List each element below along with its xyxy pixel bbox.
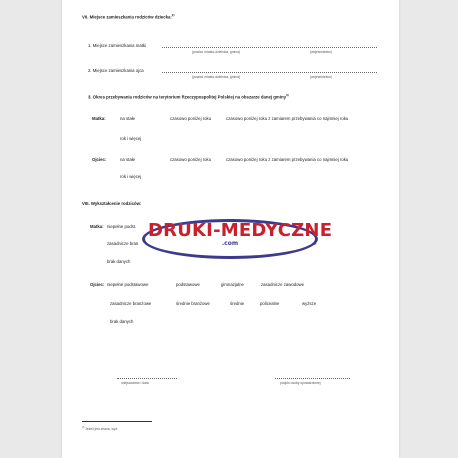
section-8-heading: VIII. Wykształcenie rodziców: — [82, 201, 142, 206]
edu-father-opt-3[interactable]: gimnazjalne — [221, 282, 244, 287]
period-father-less-year-intent[interactable]: czasowo poniżej roku z zamiarem przebywania co najmniej roku — [226, 157, 349, 162]
period-mother-less-year-intent[interactable]: czasowo poniżej roku z zamiarem przebywania co najmniej roku — [226, 116, 349, 121]
edu-father-opt-6[interactable]: średnie branżowe — [176, 301, 210, 306]
watermark-logo-text: DRUKI-MEDYCZNE — [148, 220, 333, 241]
father-residence-label: 2. Miejsce zamieszkania ojca — [88, 68, 144, 73]
place-date-field[interactable] — [117, 378, 177, 379]
period-mother-less-year[interactable]: czasowo poniżej roku — [170, 116, 212, 121]
edu-father-opt-9[interactable]: wyższe — [302, 301, 317, 306]
edu-mother-opt-1[interactable]: niepełne podst. — [107, 224, 137, 229]
edu-mother-opt-2[interactable]: zasadnicze bran — [107, 241, 139, 246]
period-mother-year-more[interactable]: rok i więcej — [120, 136, 142, 141]
edu-father-label: Ojciec: — [90, 282, 105, 287]
father-residence-sub-right: (województwo) — [310, 75, 332, 79]
edu-father-opt-7[interactable]: średnie — [230, 301, 245, 306]
footnote: $^{3)}$ Jeżeli jest znana, wyż. — [82, 426, 119, 432]
period-mother-label: Matka: — [92, 116, 106, 121]
edu-father-opt-10[interactable]: brak danych — [110, 319, 134, 324]
edu-father-opt-1[interactable]: niepełne podstawowe — [107, 282, 149, 287]
mother-residence-sub-left: (powiat, miasto‑dzielnica, gmina) — [192, 50, 241, 54]
edu-mother-label: Matka: — [90, 224, 104, 229]
mother-residence-label: 1. Miejsce zamieszkania matki — [88, 43, 147, 48]
period-father-year-more[interactable]: rok i więcej — [120, 174, 142, 179]
edu-mother-opt-3[interactable]: brak danych — [107, 259, 131, 264]
edu-father-opt-2[interactable]: podstawowe — [176, 282, 200, 287]
footnote-divider — [82, 421, 152, 422]
edu-father-opt-5[interactable]: zasadnicze branżowe — [110, 301, 152, 306]
watermark-logo-sub: .com — [221, 240, 239, 247]
place-date-label: miejscowość i data — [121, 381, 149, 385]
form-page — [62, 0, 399, 458]
period-mother-permanent[interactable]: na stałe — [120, 116, 136, 121]
father-residence-sub-left: (powiat, miasto‑dzielnica, gmina) — [192, 75, 241, 79]
mother-residence-field[interactable] — [162, 47, 377, 48]
father-residence-field[interactable] — [162, 72, 377, 73]
edu-father-opt-8[interactable]: policealne — [260, 301, 280, 306]
signature-field[interactable] — [275, 378, 350, 379]
period-father-permanent[interactable]: na stałe — [120, 157, 136, 162]
signature-label: podpis osoby upoważnionej — [280, 381, 321, 385]
residence-period-heading: 3. Okres przebywania rodziców na terytorium Rzeczypospolitej Polskiej na obszarze danej gminy$^{3)}$ — [88, 93, 289, 100]
period-father-label: Ojciec: — [92, 157, 107, 162]
section-7-heading: VII. Miejsce zamieszkania rodziców dziecka:$^{2)}$ — [82, 13, 175, 20]
period-father-less-year[interactable]: czasowo poniżej roku — [170, 157, 212, 162]
mother-residence-sub-right: (województwo) — [310, 50, 332, 54]
edu-father-opt-4[interactable]: zasadnicze zawodowe — [261, 282, 304, 287]
